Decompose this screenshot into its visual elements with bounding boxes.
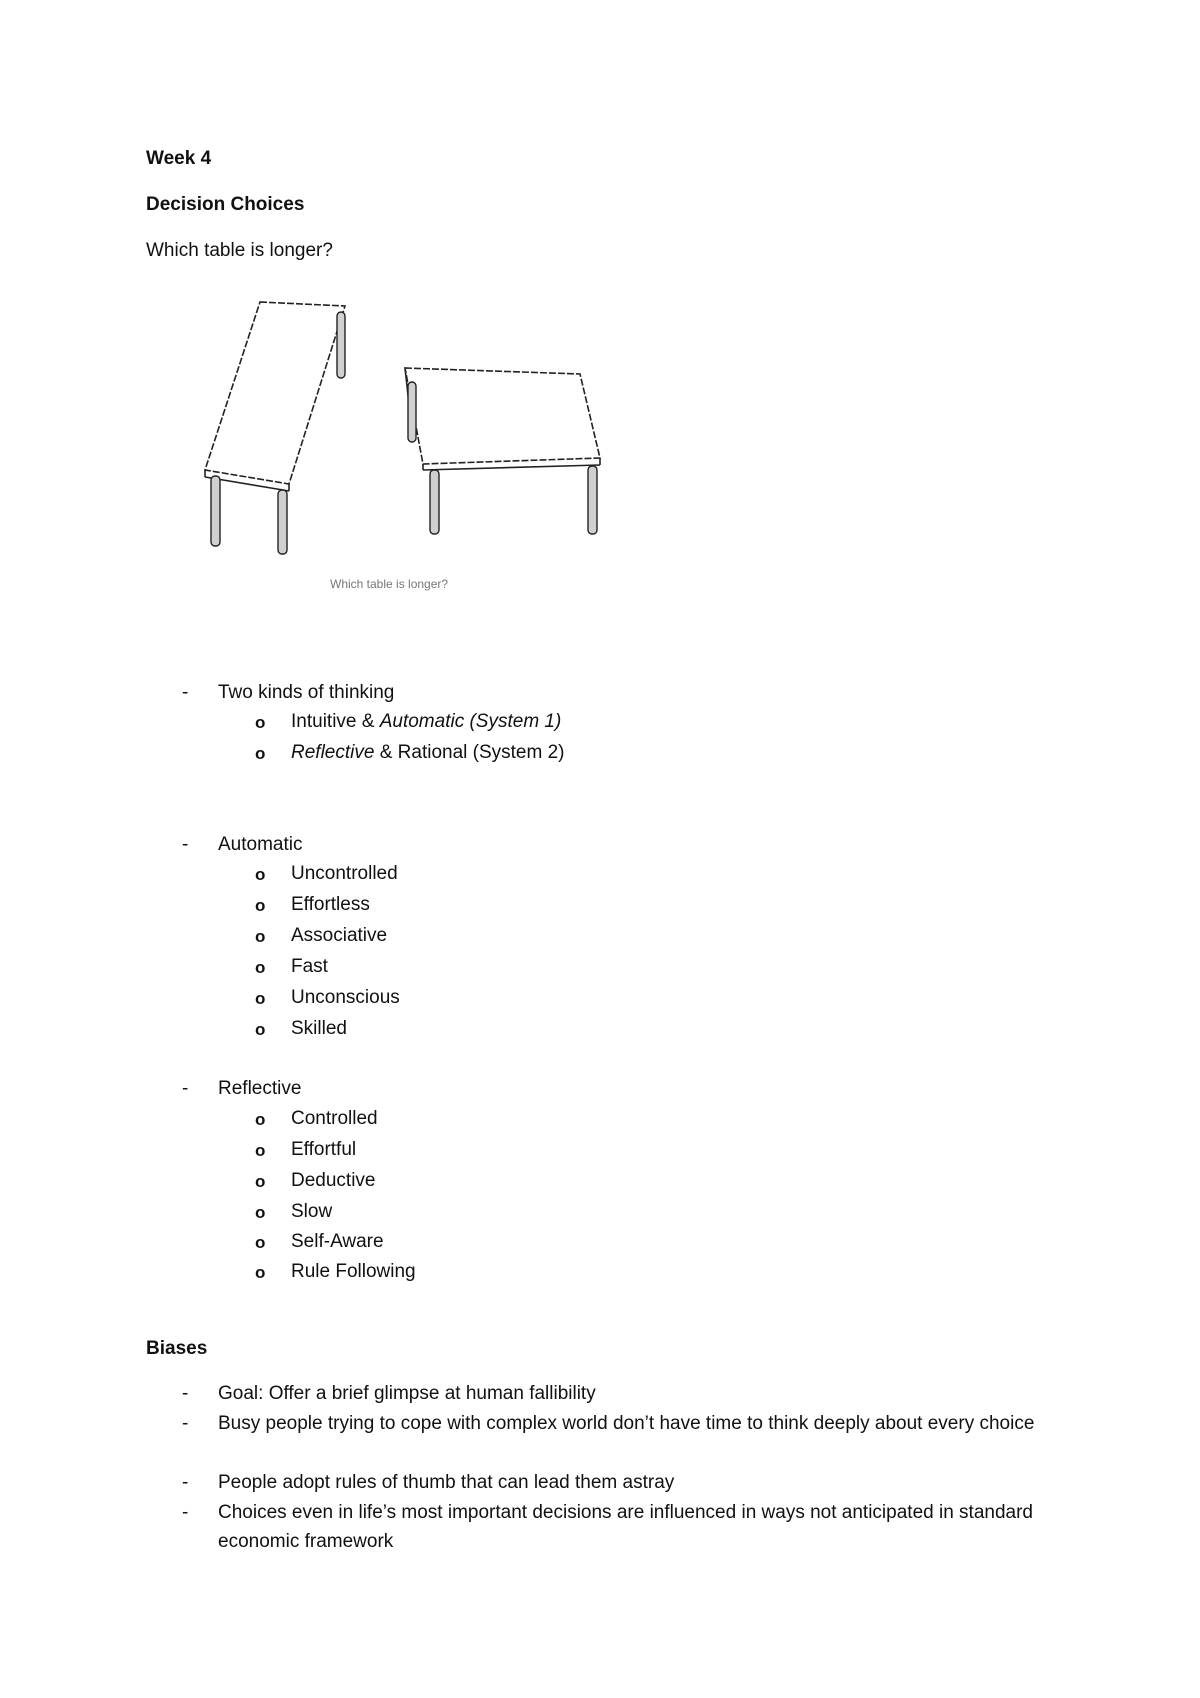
week-title: Week 4 <box>146 148 212 169</box>
reflective-item: Self-Aware <box>291 1231 384 1252</box>
table-illusion-drawing <box>195 290 615 600</box>
bias-item: Busy people trying to cope with complex world don’t have time to think deeply about every choice <box>218 1413 1035 1434</box>
dash-marker: - <box>182 1502 189 1523</box>
right-table-leg <box>408 382 416 442</box>
bullet-marker: o <box>255 744 266 763</box>
left-table-leg <box>211 476 220 546</box>
bias-item: Choices even in life’s most important decisions are influenced in ways not anticipated in standard economic framework <box>218 1502 1033 1552</box>
bias-item: Goal: Offer a brief glimpse at human fallibility <box>218 1383 596 1404</box>
right-table-leg <box>430 470 439 534</box>
right-table-top <box>405 368 600 464</box>
automatic-item: Effortless <box>291 894 370 915</box>
bullet-marker: o <box>255 927 266 946</box>
bullet-marker: o <box>255 1263 266 1282</box>
bullet-marker: o <box>255 1141 266 1160</box>
section-title: Decision Choices <box>146 194 305 215</box>
bullet-marker: o <box>255 1203 266 1222</box>
bullet-marker: o <box>255 989 266 1008</box>
right-table-leg <box>588 466 597 534</box>
automatic-item: Unconscious <box>291 987 400 1008</box>
bullet-marker: o <box>255 1110 266 1129</box>
question-text: Which table is longer? <box>146 240 333 261</box>
dash-marker: - <box>182 834 189 855</box>
automatic-item: Fast <box>291 956 328 977</box>
reflective-item: Deductive <box>291 1170 376 1191</box>
bias-item: People adopt rules of thumb that can lead them astray <box>218 1472 675 1493</box>
thinking-item-system2: Reflective & Rational (System 2) <box>291 742 565 763</box>
dash-marker: - <box>182 1383 189 1404</box>
dash-marker: - <box>182 1413 189 1434</box>
bullet-marker: o <box>255 1020 266 1039</box>
left-table-top <box>205 302 345 484</box>
reflective-item: Effortful <box>291 1139 357 1160</box>
reflective-item: Rule Following <box>291 1261 416 1282</box>
dash-marker: - <box>182 682 189 703</box>
thinking-item-system1: Intuitive & Automatic (System 1) <box>291 711 562 732</box>
reflective-item: Controlled <box>291 1108 378 1129</box>
reflective-item: Slow <box>291 1201 333 1222</box>
bullet-marker: o <box>255 896 266 915</box>
automatic-item: Skilled <box>291 1018 347 1039</box>
automatic-item: Uncontrolled <box>291 863 398 884</box>
bullet-marker: o <box>255 713 266 732</box>
bullet-marker: o <box>255 865 266 884</box>
bullet-marker: o <box>255 1172 266 1191</box>
dash-marker: - <box>182 1078 189 1099</box>
table-illusion-figure <box>195 290 615 600</box>
reflective-heading: Reflective <box>218 1078 302 1099</box>
left-table-leg <box>278 490 287 554</box>
thinking-heading: Two kinds of thinking <box>218 682 395 703</box>
biases-heading: Biases <box>146 1338 208 1359</box>
bullet-marker: o <box>255 1233 266 1252</box>
figure-caption: Which table is longer? <box>330 577 449 591</box>
bullet-marker: o <box>255 958 266 977</box>
automatic-heading: Automatic <box>218 834 303 855</box>
left-table-leg <box>337 312 345 378</box>
dash-marker: - <box>182 1472 189 1493</box>
automatic-item: Associative <box>291 925 388 946</box>
